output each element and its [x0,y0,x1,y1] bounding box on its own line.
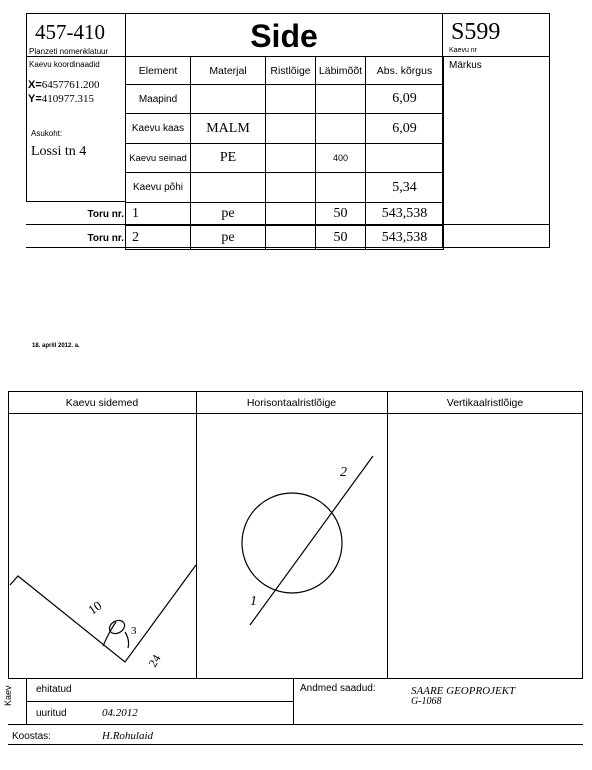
ties-sketch [10,565,196,662]
data-from-value: SAARE GEOPROJEKT [411,685,516,697]
pipe-no: 2 [126,226,191,250]
compiled-value: H.Rohulaid [102,730,154,742]
pipe-label: Toru nr. [87,233,124,244]
col-diameter: Läbimõõt [316,57,366,85]
date-note: 18. aprill 2012. a. [32,343,80,349]
sketch-label: 3 [131,625,137,637]
built-label: ehitatud [36,684,72,695]
footer-row-line [26,701,294,702]
y-label: Y= [28,93,42,105]
pipe-line [250,456,373,625]
x-label: X= [28,79,42,91]
col-title-vertical: Vertikaalristlõige [446,397,524,409]
horizontal-section [242,456,373,625]
row-material: MALM [191,114,266,144]
well-circle [242,493,342,593]
footer-bottom-line [8,724,583,725]
sketch-label: 24 [145,652,164,670]
well-mark [107,618,127,636]
pipe-label: Toru nr. [87,209,124,220]
building-corner-line [10,565,196,662]
row-element: Maapind [126,85,191,114]
row-height: 6,09 [366,85,444,114]
pipe-number-label: 1 [250,594,257,609]
sketch-label: 10 [85,597,105,618]
well-no-label: Kaevu nr [449,47,478,54]
pipe-no: 1 [126,203,191,226]
tie-arc [125,632,129,648]
col-title-horizontal: Horisontaalristlõige [246,397,337,409]
pipe-diameter: 50 [316,203,366,226]
nomenclature-label: Planzeti nomenklatuur [29,47,109,56]
footer-mid-divider [293,678,294,724]
row-diameter: 400 [316,144,366,173]
pipe-diameter: 50 [316,226,366,250]
pipe-material: pe [191,226,266,250]
col-title-ties: Kaevu sidemed [65,397,139,409]
row-material: PE [191,144,266,173]
col-material: Materjal [191,57,266,85]
coords-label: Kaevu koordinaadid [29,60,100,69]
row-element: Kaevu seinad [126,144,191,173]
surveyed-value: 04.2012 [102,707,138,719]
row-element: Kaevu kaas [126,114,191,144]
x-value: 6457761.200 [41,79,100,91]
footer-side-label: Kaev [3,685,13,706]
footer-top-line [8,678,583,679]
col-section: Ristlõige [266,57,316,85]
data-from-label: Andmed saadud: [300,683,376,694]
pipe-number-label: 2 [340,465,347,480]
address-label: Asukoht: [31,129,63,138]
pipe-height: 543,538 [366,203,444,226]
surveyed-label: uuritud [36,708,67,719]
remarks-label: Märkus [449,60,482,71]
row-height: 6,09 [366,114,444,144]
col-height: Abs. kõrgus [366,57,444,85]
signature-line [8,744,583,745]
y-value: 410977.315 [41,93,95,105]
col-element: Element [126,57,191,85]
row-height: 5,34 [366,173,444,203]
compiled-label: Koostas: [12,731,51,742]
well-no-value: S599 [451,19,501,45]
pipe-height: 543,538 [366,226,444,250]
row-element: Kaevu põhi [126,173,191,203]
nomenclature-value: 457-410 [35,20,105,44]
data-from-code: G-1068 [411,696,442,707]
pipe-material: pe [191,203,266,226]
address-value: Lossi tn 4 [31,144,87,159]
page-title: Side [250,18,318,54]
